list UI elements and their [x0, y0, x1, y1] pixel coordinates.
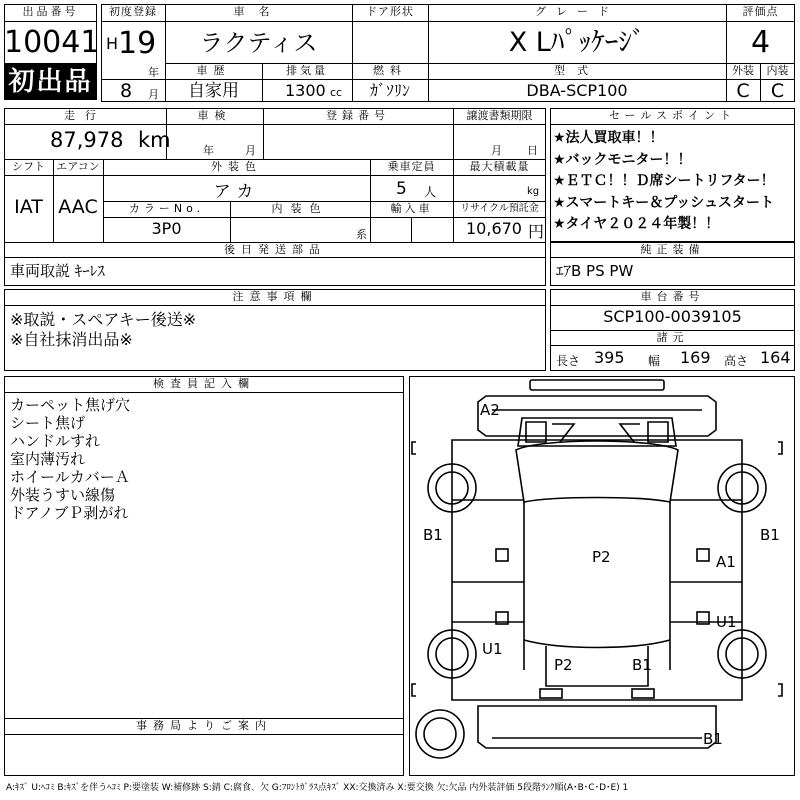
inspector-note: ホイールカバーＡ	[10, 468, 130, 486]
max-load-label: 最大積載量	[469, 160, 530, 173]
damage-mark: B1	[632, 656, 652, 674]
sales-point: ★ＥＴＣ！！Ｄ席シートリフター！	[553, 173, 775, 189]
length-label: 長さ	[556, 354, 581, 368]
reg-month-unit: 月	[148, 88, 159, 101]
reg-label: 初度登録	[109, 5, 157, 18]
caution-label: 注意事項欄	[232, 290, 318, 303]
sales-point: ★タイヤ２０２４年製！！	[553, 216, 720, 232]
mileage: 87,978	[50, 128, 124, 152]
reg-month: 8	[120, 80, 133, 102]
car-condition-diagram	[409, 376, 795, 776]
damage-mark: B1	[423, 526, 443, 544]
inspection-year-unit: 年	[203, 144, 214, 157]
displacement: 1300	[285, 81, 326, 100]
exterior-grade: C	[736, 80, 750, 102]
later-parts: 車両取説 ｷｰﾚｽ	[10, 262, 105, 280]
door-label: ドア形状	[366, 5, 414, 18]
damage-mark: U1	[482, 640, 503, 658]
width: 169	[680, 348, 711, 367]
model-label: 型式	[554, 64, 600, 77]
damage-mark: A2	[480, 401, 500, 419]
reg-year: 19	[118, 26, 157, 61]
inspection-label: 車検	[197, 109, 232, 122]
mileage-label: 走行	[64, 109, 106, 122]
caution-lines	[10, 310, 196, 350]
equipment: ｴｱB PS PW	[556, 262, 634, 280]
inspection-month-unit: 月	[245, 144, 256, 157]
capacity-unit: 人	[424, 185, 437, 199]
car-name: ラクティス	[199, 29, 318, 57]
damage-mark: U1	[716, 613, 737, 631]
legend: A:ｷｽﾞ U:ﾍｺﾐ B:ｷｽﾞを伴うﾍｺﾐ P:要塗装 W:補修跡 S:錆 C:腐食、欠 G:ﾌﾛﾝﾄｶﾞﾗｽ点ｷｽﾞ XX:交換済み X:要交換 欠:欠品 内外装評価 5段階ﾗﾝｸ順(A･B･C･D･E) 1	[6, 783, 629, 793]
color-no: 3P0	[151, 219, 182, 238]
score-label: 評価点	[742, 5, 779, 18]
sales-point: ★バックモニター！！	[553, 151, 692, 168]
recycle: 10,670	[466, 219, 522, 238]
inspector-note: ドアノブＰ剥がれ	[10, 504, 129, 522]
damage-mark: A1	[716, 553, 736, 571]
exterior-label: 外装	[732, 64, 754, 77]
specs-label: 諸元	[656, 331, 689, 344]
shift: IAT	[14, 196, 43, 218]
damage-mark: B1	[760, 526, 780, 544]
grade: X Lﾊﾟｯｹｰｼﾞ	[508, 27, 646, 58]
fuel-label: 燃料	[373, 64, 407, 77]
displacement-unit: cc	[330, 86, 343, 99]
lot-number: 10041	[4, 25, 100, 60]
reg-year-unit: 年	[148, 66, 159, 79]
interior-label: 内装	[766, 64, 789, 77]
sales-points-list	[553, 128, 775, 236]
color-no-label: カラーNo.	[128, 202, 205, 215]
interior-color-label: 内装色	[271, 202, 329, 215]
car-name-label: 車名	[233, 5, 284, 18]
height: 164	[760, 348, 791, 367]
lot-label: 出品番号	[22, 5, 79, 18]
length: 395	[594, 348, 625, 367]
displacement-label: 排気量	[286, 64, 328, 77]
reg-era: H	[106, 34, 119, 53]
later-parts-label: 後日発送部品	[224, 243, 326, 256]
ac-label: エアコン	[56, 160, 100, 173]
capacity-label: 乗車定員	[387, 160, 436, 173]
interior-grade: C	[770, 80, 785, 102]
height-label: 高さ	[724, 354, 749, 368]
caution-line: ※自社抹消出品※	[10, 330, 133, 349]
model: DBA-SCP100	[526, 81, 628, 100]
damage-mark: B1	[703, 730, 723, 748]
sales-point: ★法人買取車！！	[553, 130, 664, 146]
transfer-day-unit: 日	[527, 144, 538, 157]
fuel: ｶﾞｿﾘﾝ	[369, 81, 410, 100]
inspector-label: 検査員記入欄	[153, 377, 255, 390]
shift-label: シフト	[12, 160, 45, 173]
score: 4	[750, 25, 771, 60]
inspector-note: ハンドルすれ	[10, 432, 101, 450]
grade-label: グレード	[535, 5, 619, 18]
plate-label: 登録番号	[326, 109, 390, 122]
damage-mark: P2	[592, 548, 611, 566]
inspector-note: 外装うすい線傷	[10, 486, 116, 504]
color-label: 外装色	[211, 160, 262, 173]
mileage-unit: km	[138, 128, 171, 152]
caution-line: ※取説・スペアキー後送※	[10, 310, 197, 329]
damage-mark: P2	[554, 656, 573, 674]
color: アカ	[213, 182, 260, 202]
inspector-notes	[10, 396, 130, 522]
sales-point: ★スマートキー＆プッシュスタート	[553, 194, 775, 211]
history: 自家用	[188, 81, 239, 101]
width-label: 幅	[648, 354, 661, 368]
office-label: 事務局よりご案内	[136, 719, 272, 732]
capacity: 5	[396, 179, 407, 199]
transfer-label: 譲渡書類期限	[466, 109, 533, 122]
chassis-label: 車台番号	[640, 290, 705, 303]
inspector-note: 室内薄汚れ	[10, 450, 86, 468]
inspector-note: カーペット焦げ穴	[10, 396, 131, 414]
interior-color-unit: 系	[356, 228, 367, 241]
equipment-label: 純正装備	[640, 243, 705, 256]
first-listing-badge: 初出品	[4, 64, 97, 100]
history-label: 車歴	[196, 64, 231, 77]
recycle-label: リサイクル預託金	[460, 203, 539, 214]
sales-points-label: セールスポイント	[608, 109, 736, 122]
recycle-unit: 円	[528, 222, 545, 241]
ac: AAC	[58, 196, 98, 218]
max-load-unit: kg	[527, 186, 540, 197]
chassis: SCP100-0039105	[603, 307, 742, 326]
transfer-month-unit: 月	[491, 144, 502, 157]
inspector-note: シート焦げ	[10, 414, 86, 432]
import-label: 輸入車	[390, 202, 433, 215]
